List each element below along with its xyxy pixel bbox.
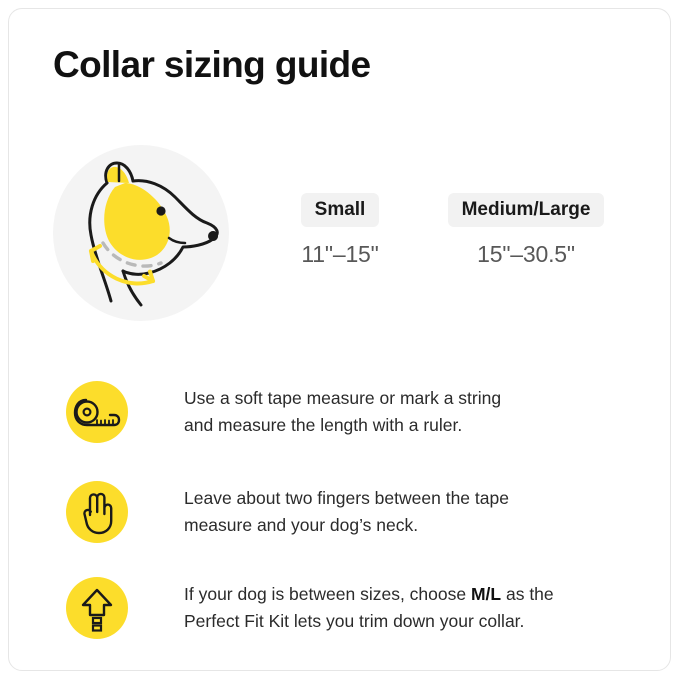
size-label-medium-large: Medium/Large [448,193,605,227]
tip-line-2: Perfect Fit Kit lets you trim down your collar. [184,611,525,632]
dog-head-with-collar-illustration [45,139,245,329]
size-label-small: Small [301,193,380,227]
two-fingers-icon [66,481,128,543]
tip-row-two-fingers [9,481,671,561]
tip-text-tape-measure [184,385,649,439]
tip-line-1: Leave about two fingers between the tape [184,488,509,508]
size-range-small: 11"–15" [301,241,379,267]
tip-line-1-b: as the [501,584,554,604]
tip-line-2: measure and your dog’s neck. [184,515,419,536]
tip-row-tape-measure [9,381,671,461]
tip-text-trim-arrow [184,581,649,635]
page-title: Collar sizing guide [53,44,371,85]
trim-arrow-icon [66,577,128,639]
size-column-medium-large [415,193,637,266]
collar-sizing-guide-card [8,8,671,671]
tip-row-trim-arrow [9,577,671,657]
tip-line-1-bold: M/L [470,584,502,604]
tip-line-1: Use a soft tape measure or mark a string [184,388,502,408]
size-range-medium-large: 15"–30.5" [477,241,575,267]
tape-measure-icon [66,381,128,443]
tip-text-two-fingers [184,485,649,539]
size-column-small [271,193,409,266]
tip-line-1-a: If your dog is between sizes, choose [184,584,471,604]
tip-line-2: and measure the length with a ruler. [184,415,463,436]
